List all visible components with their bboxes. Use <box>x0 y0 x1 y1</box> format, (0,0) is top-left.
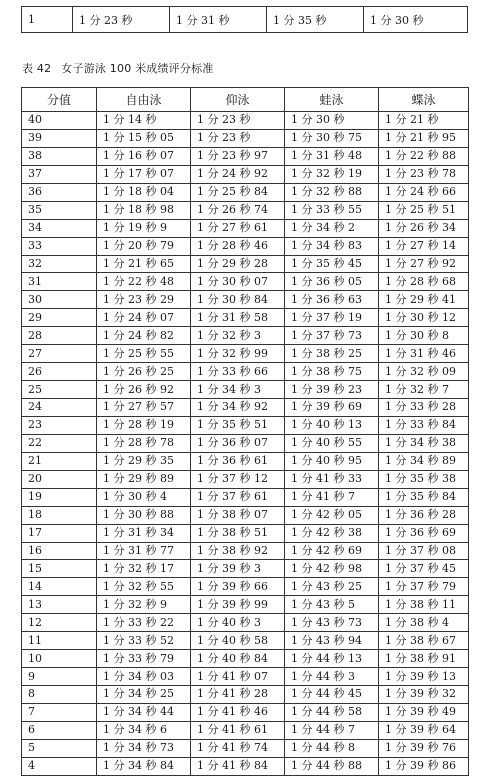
breaststroke-time-cell: 1 分 44 秒 58 <box>285 703 379 721</box>
butterfly-time-cell: 1 分 21 秒 95 <box>379 129 469 147</box>
butterfly-time-cell: 1 分 39 秒 64 <box>379 721 469 739</box>
butterfly-time-cell: 1 分 38 秒 11 <box>379 596 469 614</box>
score-cell: 12 <box>22 614 97 632</box>
score-cell: 35 <box>22 201 97 219</box>
freestyle-time-cell: 1 分 29 秒 89 <box>97 470 191 488</box>
freestyle-time-cell: 1 分 20 秒 79 <box>97 237 191 255</box>
breaststroke-time-cell: 1 分 37 秒 73 <box>285 327 379 345</box>
butterfly-time-cell: 1 分 32 秒 09 <box>379 363 469 381</box>
breaststroke-time-cell: 1 分 43 秒 73 <box>285 614 379 632</box>
backstroke-time-cell: 1 分 24 秒 92 <box>191 165 285 183</box>
breaststroke-time-cell: 1 分 33 秒 55 <box>285 201 379 219</box>
table-row <box>22 757 469 775</box>
breaststroke-time-cell: 1 分 44 秒 13 <box>285 650 379 668</box>
freestyle-time-cell: 1 分 30 秒 88 <box>97 506 191 524</box>
breaststroke-time-cell: 1 分 39 秒 69 <box>285 399 379 417</box>
breaststroke-time-cell: 1 分 31 秒 48 <box>285 147 379 165</box>
butterfly-time-cell: 1 分 24 秒 66 <box>379 183 469 201</box>
backstroke-time-cell: 1 分 36 秒 61 <box>191 452 285 470</box>
butterfly-time-cell: 1 分 39 秒 76 <box>379 739 469 757</box>
backstroke-time-cell: 1 分 29 秒 28 <box>191 255 285 273</box>
table-row <box>22 506 469 524</box>
butterfly-time-cell: 1 分 23 秒 78 <box>379 165 469 183</box>
freestyle-time-cell: 1 分 34 秒 25 <box>97 686 191 704</box>
freestyle-time-cell: 1 分 28 秒 19 <box>97 416 191 434</box>
table-caption <box>22 60 214 76</box>
butterfly-time-cell: 1 分 39 秒 86 <box>379 757 469 775</box>
score-cell: 14 <box>22 578 97 596</box>
backstroke-time-cell: 1 分 40 秒 3 <box>191 614 285 632</box>
butterfly-time-cell: 1 分 38 秒 91 <box>379 650 469 668</box>
backstroke-time-cell: 1 分 40 秒 84 <box>191 650 285 668</box>
score-cell: 40 <box>22 112 97 130</box>
freestyle-time-cell: 1 分 14 秒 <box>97 112 191 130</box>
backstroke-time-cell: 1 分 39 秒 99 <box>191 596 285 614</box>
freestyle-time-cell: 1 分 24 秒 07 <box>97 309 191 327</box>
backstroke-time-cell: 1 分 40 秒 58 <box>191 632 285 650</box>
freestyle-time-cell: 1 分 28 秒 78 <box>97 434 191 452</box>
table-row <box>22 650 469 668</box>
backstroke-time-cell: 1 分 36 秒 07 <box>191 434 285 452</box>
score-cell: 34 <box>22 219 97 237</box>
table-row <box>22 434 469 452</box>
breaststroke-time-cell: 1 分 43 秒 94 <box>285 632 379 650</box>
table-row <box>22 129 469 147</box>
backstroke-time-cell: 1 分 41 秒 46 <box>191 703 285 721</box>
column-header-backstroke: 仰泳 <box>191 88 285 112</box>
column-header-butterfly: 蝶泳 <box>379 88 469 112</box>
freestyle-time-cell: 1 分 33 秒 22 <box>97 614 191 632</box>
table-row <box>22 7 468 33</box>
butterfly-time-cell: 1 分 30 秒 12 <box>379 309 469 327</box>
backstroke-time-cell: 1 分 28 秒 46 <box>191 237 285 255</box>
backstroke-time-cell: 1 分 33 秒 66 <box>191 363 285 381</box>
score-cell: 38 <box>22 147 97 165</box>
score-cell: 29 <box>22 309 97 327</box>
backstroke-time-cell: 1 分 41 秒 07 <box>191 668 285 686</box>
breaststroke-time-cell: 1 分 42 秒 69 <box>285 542 379 560</box>
breaststroke-time-cell: 1 分 30 秒 <box>285 112 379 130</box>
freestyle-time-cell: 1 分 29 秒 35 <box>97 452 191 470</box>
table-row <box>22 703 469 721</box>
freestyle-time-cell: 1 分 31 秒 77 <box>97 542 191 560</box>
freestyle-time-cell: 1 分 24 秒 82 <box>97 327 191 345</box>
butterfly-time-cell: 1 分 28 秒 68 <box>379 273 469 291</box>
freestyle-time-cell: 1 分 26 秒 25 <box>97 363 191 381</box>
table-row <box>22 147 469 165</box>
breaststroke-time-cell: 1 分 38 秒 75 <box>285 363 379 381</box>
table-row <box>22 165 469 183</box>
score-cell: 10 <box>22 650 97 668</box>
table-row <box>22 255 469 273</box>
breaststroke-time-cell: 1 分 32 秒 88 <box>285 183 379 201</box>
butterfly-time-cell: 1 分 35 秒 84 <box>379 488 469 506</box>
freestyle-time-cell: 1 分 22 秒 48 <box>97 273 191 291</box>
score-cell: 11 <box>22 632 97 650</box>
table-row <box>22 327 469 345</box>
breaststroke-time-cell: 1 分 40 秒 13 <box>285 416 379 434</box>
column-header-score: 分值 <box>22 88 97 112</box>
breaststroke-time-cell: 1 分 42 秒 98 <box>285 560 379 578</box>
freestyle-time-cell: 1 分 33 秒 52 <box>97 632 191 650</box>
backstroke-time-cell: 1 分 34 秒 3 <box>191 381 285 399</box>
freestyle-time-cell: 1 分 34 秒 44 <box>97 703 191 721</box>
table-row <box>22 237 469 255</box>
butterfly-time-cell: 1 分 36 秒 69 <box>379 524 469 542</box>
score-cell: 4 <box>22 757 97 775</box>
breaststroke-time-cell: 1 分 35 秒 <box>267 7 364 33</box>
freestyle-time-cell: 1 分 25 秒 55 <box>97 345 191 363</box>
table-row <box>22 668 469 686</box>
table-row <box>22 309 469 327</box>
butterfly-time-cell: 1 分 33 秒 84 <box>379 416 469 434</box>
backstroke-time-cell: 1 分 32 秒 3 <box>191 327 285 345</box>
butterfly-time-cell: 1 分 37 秒 79 <box>379 578 469 596</box>
butterfly-time-cell: 1 分 37 秒 08 <box>379 542 469 560</box>
freestyle-time-cell: 1 分 27 秒 57 <box>97 399 191 417</box>
table-row <box>22 416 469 434</box>
breaststroke-time-cell: 1 分 41 秒 7 <box>285 488 379 506</box>
butterfly-time-cell: 1 分 39 秒 13 <box>379 668 469 686</box>
freestyle-time-cell: 1 分 18 秒 04 <box>97 183 191 201</box>
freestyle-time-cell: 1 分 33 秒 79 <box>97 650 191 668</box>
freestyle-time-cell: 1 分 19 秒 9 <box>97 219 191 237</box>
score-cell: 33 <box>22 237 97 255</box>
backstroke-time-cell: 1 分 37 秒 61 <box>191 488 285 506</box>
table-row <box>22 345 469 363</box>
breaststroke-time-cell: 1 分 44 秒 7 <box>285 721 379 739</box>
backstroke-time-cell: 1 分 35 秒 51 <box>191 416 285 434</box>
backstroke-time-cell: 1 分 41 秒 28 <box>191 686 285 704</box>
score-cell: 30 <box>22 291 97 309</box>
backstroke-time-cell: 1 分 31 秒 <box>170 7 267 33</box>
freestyle-time-cell: 1 分 16 秒 07 <box>97 147 191 165</box>
freestyle-time-cell: 1 分 17 秒 07 <box>97 165 191 183</box>
freestyle-time-cell: 1 分 34 秒 73 <box>97 739 191 757</box>
freestyle-time-cell: 1 分 23 秒 29 <box>97 291 191 309</box>
score-cell: 26 <box>22 363 97 381</box>
breaststroke-time-cell: 1 分 44 秒 45 <box>285 686 379 704</box>
score-cell: 36 <box>22 183 97 201</box>
freestyle-time-cell: 1 分 21 秒 65 <box>97 255 191 273</box>
backstroke-time-cell: 1 分 23 秒 <box>191 129 285 147</box>
breaststroke-time-cell: 1 分 42 秒 38 <box>285 524 379 542</box>
butterfly-time-cell: 1 分 33 秒 28 <box>379 399 469 417</box>
table-row <box>22 291 469 309</box>
butterfly-time-cell: 1 分 21 秒 <box>379 112 469 130</box>
table-row <box>22 363 469 381</box>
table-row <box>22 578 469 596</box>
score-cell: 5 <box>22 739 97 757</box>
score-cell: 8 <box>22 686 97 704</box>
backstroke-time-cell: 1 分 41 秒 61 <box>191 721 285 739</box>
previous-table-fragment <box>21 6 468 33</box>
score-cell: 27 <box>22 345 97 363</box>
score-cell: 21 <box>22 452 97 470</box>
score-cell: 24 <box>22 399 97 417</box>
table-row <box>22 470 469 488</box>
score-cell: 39 <box>22 129 97 147</box>
backstroke-time-cell: 1 分 38 秒 51 <box>191 524 285 542</box>
butterfly-time-cell: 1 分 30 秒 8 <box>379 327 469 345</box>
score-cell: 13 <box>22 596 97 614</box>
butterfly-time-cell: 1 分 37 秒 45 <box>379 560 469 578</box>
backstroke-time-cell: 1 分 41 秒 74 <box>191 739 285 757</box>
breaststroke-time-cell: 1 分 40 秒 55 <box>285 434 379 452</box>
breaststroke-time-cell: 1 分 36 秒 63 <box>285 291 379 309</box>
butterfly-time-cell: 1 分 38 秒 67 <box>379 632 469 650</box>
butterfly-time-cell: 1 分 39 秒 32 <box>379 686 469 704</box>
butterfly-time-cell: 1 分 35 秒 38 <box>379 470 469 488</box>
table-number: 表 42 <box>22 62 52 75</box>
butterfly-time-cell: 1 分 29 秒 41 <box>379 291 469 309</box>
column-header-breaststroke: 蛙泳 <box>285 88 379 112</box>
score-cell: 6 <box>22 721 97 739</box>
backstroke-time-cell: 1 分 32 秒 99 <box>191 345 285 363</box>
breaststroke-time-cell: 1 分 44 秒 8 <box>285 739 379 757</box>
backstroke-time-cell: 1 分 39 秒 66 <box>191 578 285 596</box>
butterfly-time-cell: 1 分 27 秒 92 <box>379 255 469 273</box>
backstroke-time-cell: 1 分 38 秒 07 <box>191 506 285 524</box>
butterfly-time-cell: 1 分 22 秒 88 <box>379 147 469 165</box>
table-row <box>22 399 469 417</box>
table-title: 女子游泳 100 米成绩评分标准 <box>61 62 214 75</box>
butterfly-time-cell: 1 分 34 秒 89 <box>379 452 469 470</box>
breaststroke-time-cell: 1 分 39 秒 23 <box>285 381 379 399</box>
breaststroke-time-cell: 1 分 41 秒 33 <box>285 470 379 488</box>
backstroke-time-cell: 1 分 26 秒 74 <box>191 201 285 219</box>
score-cell: 17 <box>22 524 97 542</box>
breaststroke-time-cell: 1 分 34 秒 83 <box>285 237 379 255</box>
score-cell: 25 <box>22 381 97 399</box>
breaststroke-time-cell: 1 分 43 秒 25 <box>285 578 379 596</box>
freestyle-time-cell: 1 分 15 秒 05 <box>97 129 191 147</box>
score-cell: 20 <box>22 470 97 488</box>
table-row <box>22 739 469 757</box>
score-cell: 23 <box>22 416 97 434</box>
table-row <box>22 219 469 237</box>
butterfly-time-cell: 1 分 31 秒 46 <box>379 345 469 363</box>
freestyle-time-cell: 1 分 23 秒 <box>73 7 170 33</box>
breaststroke-time-cell: 1 分 44 秒 3 <box>285 668 379 686</box>
breaststroke-time-cell: 1 分 36 秒 05 <box>285 273 379 291</box>
score-cell: 9 <box>22 668 97 686</box>
table-row <box>22 201 469 219</box>
butterfly-time-cell: 1 分 27 秒 14 <box>379 237 469 255</box>
backstroke-time-cell: 1 分 23 秒 <box>191 112 285 130</box>
score-cell: 16 <box>22 542 97 560</box>
table-row <box>22 596 469 614</box>
butterfly-time-cell: 1 分 38 秒 4 <box>379 614 469 632</box>
scoring-standard-table <box>21 87 469 776</box>
breaststroke-time-cell: 1 分 32 秒 19 <box>285 165 379 183</box>
table-row <box>22 560 469 578</box>
backstroke-time-cell: 1 分 37 秒 12 <box>191 470 285 488</box>
table-row <box>22 614 469 632</box>
breaststroke-time-cell: 1 分 43 秒 5 <box>285 596 379 614</box>
score-cell: 28 <box>22 327 97 345</box>
butterfly-time-cell: 1 分 32 秒 7 <box>379 381 469 399</box>
breaststroke-time-cell: 1 分 42 秒 05 <box>285 506 379 524</box>
backstroke-time-cell: 1 分 27 秒 61 <box>191 219 285 237</box>
breaststroke-time-cell: 1 分 40 秒 95 <box>285 452 379 470</box>
freestyle-time-cell: 1 分 26 秒 92 <box>97 381 191 399</box>
breaststroke-time-cell: 1 分 35 秒 45 <box>285 255 379 273</box>
table-row <box>22 542 469 560</box>
table-row <box>22 452 469 470</box>
score-cell: 18 <box>22 506 97 524</box>
backstroke-time-cell: 1 分 39 秒 3 <box>191 560 285 578</box>
freestyle-time-cell: 1 分 34 秒 03 <box>97 668 191 686</box>
table-row <box>22 112 469 130</box>
freestyle-time-cell: 1 分 18 秒 98 <box>97 201 191 219</box>
freestyle-time-cell: 1 分 31 秒 34 <box>97 524 191 542</box>
score-cell: 32 <box>22 255 97 273</box>
score-cell: 19 <box>22 488 97 506</box>
score-cell: 22 <box>22 434 97 452</box>
freestyle-time-cell: 1 分 32 秒 9 <box>97 596 191 614</box>
score-cell: 15 <box>22 560 97 578</box>
freestyle-time-cell: 1 分 34 秒 84 <box>97 757 191 775</box>
butterfly-time-cell: 1 分 39 秒 49 <box>379 703 469 721</box>
backstroke-time-cell: 1 分 30 秒 84 <box>191 291 285 309</box>
table-row <box>22 488 469 506</box>
table-row <box>22 721 469 739</box>
freestyle-time-cell: 1 分 32 秒 55 <box>97 578 191 596</box>
freestyle-time-cell: 1 分 34 秒 6 <box>97 721 191 739</box>
backstroke-time-cell: 1 分 23 秒 97 <box>191 147 285 165</box>
header-row <box>22 88 469 112</box>
freestyle-time-cell: 1 分 30 秒 4 <box>97 488 191 506</box>
table-row <box>22 686 469 704</box>
butterfly-time-cell: 1 分 30 秒 <box>364 7 468 33</box>
backstroke-time-cell: 1 分 30 秒 07 <box>191 273 285 291</box>
breaststroke-time-cell: 1 分 30 秒 75 <box>285 129 379 147</box>
freestyle-time-cell: 1 分 32 秒 17 <box>97 560 191 578</box>
score-cell: 7 <box>22 703 97 721</box>
backstroke-time-cell: 1 分 31 秒 58 <box>191 309 285 327</box>
breaststroke-time-cell: 1 分 38 秒 25 <box>285 345 379 363</box>
table-row <box>22 524 469 542</box>
breaststroke-time-cell: 1 分 37 秒 19 <box>285 309 379 327</box>
backstroke-time-cell: 1 分 25 秒 84 <box>191 183 285 201</box>
butterfly-time-cell: 1 分 26 秒 34 <box>379 219 469 237</box>
butterfly-time-cell: 1 分 25 秒 51 <box>379 201 469 219</box>
score-cell: 37 <box>22 165 97 183</box>
backstroke-time-cell: 1 分 38 秒 92 <box>191 542 285 560</box>
butterfly-time-cell: 1 分 34 秒 38 <box>379 434 469 452</box>
score-cell: 31 <box>22 273 97 291</box>
column-header-freestyle: 自由泳 <box>97 88 191 112</box>
breaststroke-time-cell: 1 分 34 秒 2 <box>285 219 379 237</box>
table-row <box>22 632 469 650</box>
score-cell: 1 <box>22 7 73 33</box>
backstroke-time-cell: 1 分 41 秒 84 <box>191 757 285 775</box>
butterfly-time-cell: 1 分 36 秒 28 <box>379 506 469 524</box>
backstroke-time-cell: 1 分 34 秒 92 <box>191 399 285 417</box>
table-row <box>22 273 469 291</box>
table-row <box>22 183 469 201</box>
breaststroke-time-cell: 1 分 44 秒 88 <box>285 757 379 775</box>
table-row <box>22 381 469 399</box>
